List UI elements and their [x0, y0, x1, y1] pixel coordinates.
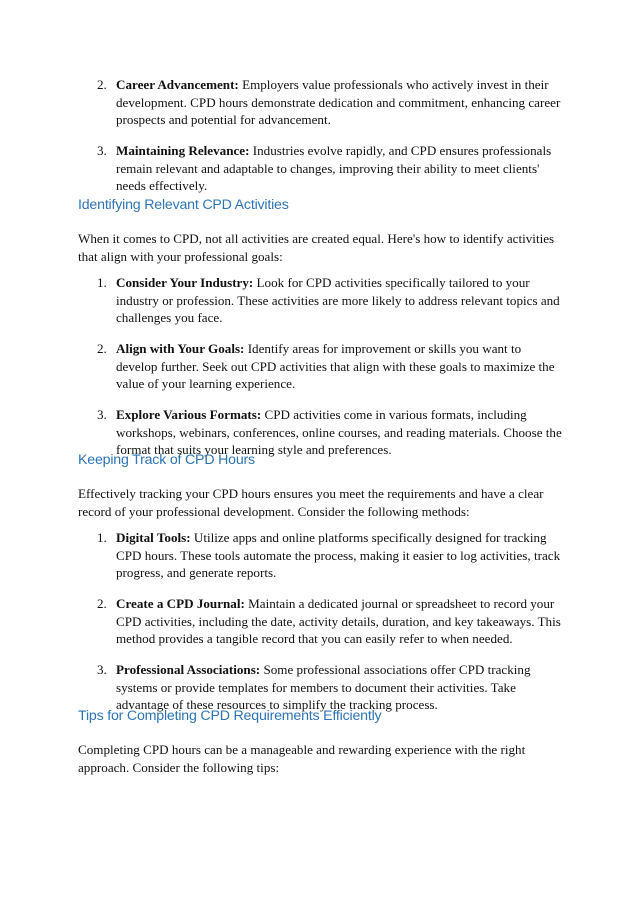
list-number: 2. — [97, 341, 107, 356]
section-intro-tips: Completing CPD hours can be a manageable and rewarding experience with the right approach. Consider the following tips: — [78, 742, 526, 775]
list-term: Maintaining Relevance: — [116, 143, 250, 158]
list-term: Align with Your Goals: — [116, 341, 245, 356]
list-number: 2. — [97, 596, 107, 611]
list-number: 1. — [97, 530, 107, 545]
list-term: Explore Various Formats: — [116, 407, 262, 422]
list-term: Career Advancement: — [116, 77, 239, 92]
list-item — [0, 340, 562, 393]
list-item — [0, 529, 562, 582]
list-term: Create a CPD Journal: — [116, 596, 245, 611]
list-text: Employers value professionals who actively invest in their development. CPD hours demonstrate dedication and commitment, enhancing career prospects and potential for advancement. — [116, 77, 561, 127]
list-text: Maintain a dedicated journal or spreadsheet to record your CPD activities, including the date, activity details, duration, and key takeaways. This method provides a tangible record that you can easily refer to when needed. — [116, 596, 561, 646]
list-number: 3. — [97, 407, 107, 422]
list-item — [0, 76, 562, 129]
tracking-list — [0, 529, 638, 714]
section-heading-tips: Tips for Completing CPD Requirements Efficiently — [78, 708, 382, 724]
benefits-list-continued — [0, 76, 638, 195]
identifying-list — [0, 274, 638, 459]
list-item — [0, 274, 562, 327]
list-text: Identify areas for improvement or skills you want to develop further. Seek out CPD activities that align with these goals to maximize the value of your learning experience. — [116, 341, 555, 391]
list-number: 3. — [97, 143, 107, 158]
list-term: Professional Associations: — [116, 662, 261, 677]
list-number: 3. — [97, 662, 107, 677]
list-text: Some professional associations offer CPD tracking systems or provide templates for members to document their activities. Take advantage of these resources to simplify the tracking process. — [116, 662, 531, 712]
list-item — [0, 661, 562, 714]
list-text: Industries evolve rapidly, and CPD ensures professionals remain relevant and adaptable to changes, improving their ability to meet clients' needs effectively. — [116, 143, 552, 193]
section-heading-tracking: Keeping Track of CPD Hours — [78, 452, 255, 468]
list-number: 1. — [97, 275, 107, 290]
section-heading-identifying: Identifying Relevant CPD Activities — [78, 197, 289, 213]
list-item — [0, 595, 562, 648]
list-item — [0, 406, 562, 459]
list-item — [0, 142, 562, 195]
section-intro-identifying: When it comes to CPD, not all activities are created equal. Here's how to identify activities that align with your professional goals: — [78, 231, 555, 264]
list-text: Look for CPD activities specifically tailored to your industry or profession. These activities are more likely to address relevant topics and challenges you face. — [116, 275, 560, 325]
list-text: CPD activities come in various formats, including workshops, webinars, conferences, online courses, and reading materials. Choose the format that suits your learning style and preferences. — [116, 407, 562, 457]
list-term: Digital Tools: — [116, 530, 191, 545]
section-intro-tracking: Effectively tracking your CPD hours ensures you meet the requirements and have a clear record of your professional development. Consider the following methods: — [78, 486, 544, 519]
list-text: Utilize apps and online platforms specifically designed for tracking CPD hours. These tools automate the process, making it easier to log activities, track progress, and generate reports. — [116, 530, 561, 580]
list-number: 2. — [97, 77, 107, 92]
list-term: Consider Your Industry: — [116, 275, 254, 290]
